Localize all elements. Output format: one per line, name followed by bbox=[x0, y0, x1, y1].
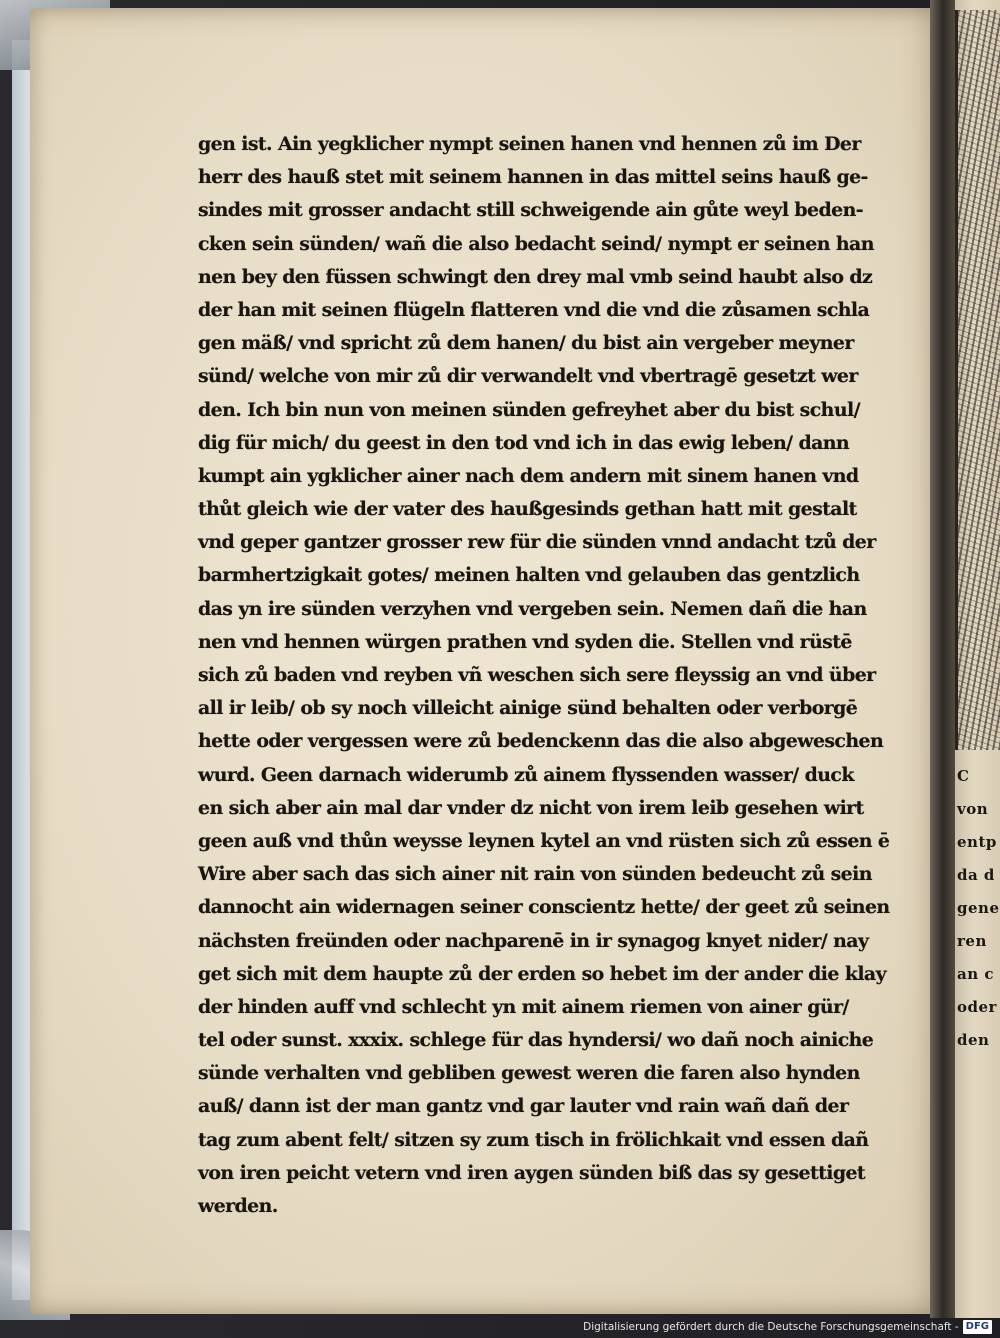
text-line: hette oder vergessen were zů bedenckenn das die also abgeweschen bbox=[198, 730, 884, 753]
facing-text-fragment: C bbox=[957, 767, 970, 785]
text-line: nen vnd hennen würgen prathen vnd syden die. Stellen vnd rüstē bbox=[198, 630, 852, 653]
text-line: auß/ dann ist der man gantz vnd gar lauter vnd rain wañ dañ der bbox=[198, 1095, 849, 1118]
facing-page-text bbox=[957, 760, 1000, 1057]
text-line: wurd. Geen darnach widerumb zů ainem flyssenden wasser/ duck bbox=[198, 763, 854, 786]
text-line: tel oder sunst. xxxix. schlege für das hyndersi/ wo dañ noch ainiche bbox=[198, 1029, 874, 1052]
text-line: das yn ire sünden verzyhen vnd vergeben sein. Nemen dañ die han bbox=[198, 597, 867, 620]
text-line: barmhertzigkait gotes/ meinen halten vnd gelauben das gentzlich bbox=[198, 564, 860, 587]
text-line: herr des hauß stet mit seinem hannen in das mittel seins hauß ge- bbox=[198, 166, 868, 189]
text-line: gen mäß/ vnd spricht zů dem hanen/ du bist ain vergeber meyner bbox=[198, 332, 854, 355]
text-line: Wire aber sach das sich ainer nit rain von sünden bedeucht zů sein bbox=[198, 863, 872, 886]
facing-page bbox=[955, 0, 1000, 1318]
text-line: tag zum abent felt/ sitzen sy zum tisch in frölichkait vnd essen dañ bbox=[198, 1128, 869, 1151]
text-line: nen bey den füssen schwingt den drey mal vmb seind haubt also dz bbox=[198, 265, 873, 288]
text-line: get sich mit dem haupte zů der erden so hebet im der ander die klay bbox=[198, 962, 887, 985]
facing-text-fragment: den bbox=[957, 1031, 990, 1049]
facing-text-fragment: entp bbox=[957, 833, 997, 851]
footer-credit bbox=[583, 1318, 992, 1336]
facing-text-fragment: ren bbox=[957, 932, 987, 950]
facing-text-fragment: von bbox=[957, 800, 989, 818]
facing-text-fragment: da d bbox=[957, 866, 995, 884]
text-line: en sich aber ain mal dar vnder dz nicht von irem leib gesehen wirt bbox=[198, 796, 864, 819]
text-line: nächsten freünden oder nachparenē in ir synagog knyet nider/ nay bbox=[198, 929, 869, 952]
page-text-block bbox=[198, 128, 913, 1223]
text-line: sich zů baden vnd reyben vñ weschen sich sere fleyssig an vnd über bbox=[198, 664, 876, 686]
text-line: von iren peicht vetern vnd iren aygen sünden biß das sy gesettiget bbox=[198, 1161, 866, 1184]
text-line: sünde verhalten vnd gebliben gewest weren die faren also hynden bbox=[198, 1062, 860, 1085]
text-line: der han mit seinen flügeln flatteren vnd die vnd die zůsamen schla bbox=[198, 298, 870, 321]
text-line: der hinden auff vnd schlecht yn mit ainem riemen von ainer gür/ bbox=[198, 995, 849, 1018]
text-line: vnd geper gantzer grosser rew für die sünden vnnd andacht tzů der bbox=[198, 531, 876, 554]
footer-credit-text: Digitalisierung gefördert durch die Deutsche Forschungsgemeinschaft - bbox=[583, 1321, 959, 1333]
woodcut-illustration bbox=[955, 10, 1000, 750]
text-line: cken sein sünden/ wañ die also bedacht seind/ nympt er seinen han bbox=[198, 232, 874, 255]
text-line: dig für mich/ du geest in den tod vnd ich in das ewig leben/ dann bbox=[198, 431, 850, 454]
text-line: sünd/ welche von mir zů dir verwandelt vnd vbertragē gesetzt wer bbox=[198, 365, 858, 388]
text-line: sindes mit grosser andacht still schweigende ain gůte weyl beden- bbox=[198, 199, 863, 222]
text-line: werden. bbox=[198, 1195, 278, 1217]
text-line: geen auß vnd thůn weysse leynen kytel an vnd rüsten sich zů essen ē bbox=[198, 829, 890, 852]
facing-text-fragment: oder bbox=[957, 998, 997, 1016]
text-line: den. Ich bin nun von meinen sünden gefreyhet aber du bist schul/ bbox=[198, 398, 860, 421]
text-line: dannocht ain widernagen seiner conscientz hette/ der geet zů seinen bbox=[198, 896, 890, 919]
text-line: kumpt ain ygklicher ainer nach dem andern mit sinem hanen vnd bbox=[198, 464, 859, 487]
text-line: thůt gleich wie der vater des haußgesinds gethan hatt mit gestalt bbox=[198, 498, 857, 521]
book-gutter bbox=[930, 0, 958, 1318]
text-line: gen ist. Ain yegklicher nympt seinen hanen vnd hennen zů im Der bbox=[198, 133, 861, 155]
facing-text-fragment: an c bbox=[957, 965, 994, 983]
text-line: all ir leib/ ob sy noch villeicht ainige sünd behalten oder verborgē bbox=[198, 697, 858, 720]
dfg-logo: DFG bbox=[963, 1320, 992, 1334]
facing-text-fragment: gene bbox=[957, 899, 1000, 917]
